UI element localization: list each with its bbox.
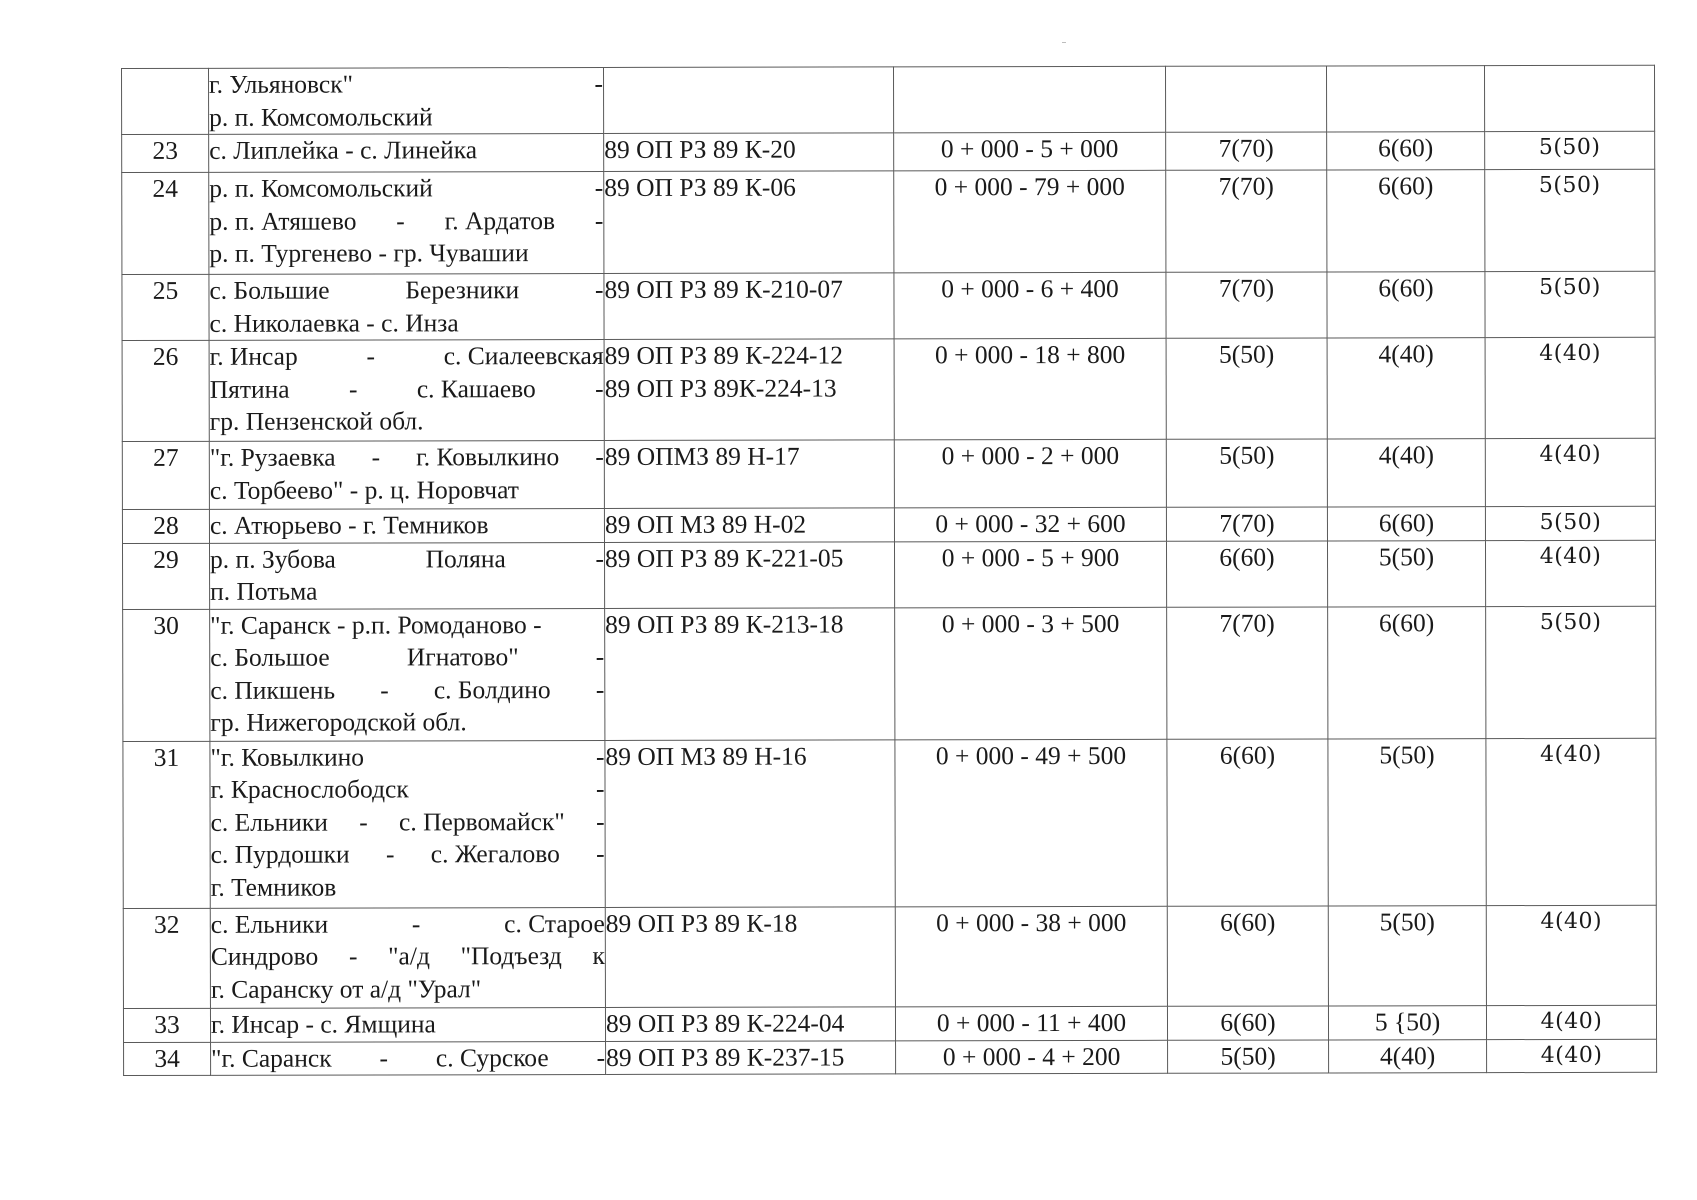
value-v2: 4(40) [1329,1039,1487,1073]
km-range: 0 + 000 - 5 + 900 [894,541,1166,608]
road-name-line [211,972,605,1005]
road-id-line: 89 ОП РЗ 89 К-224-12 [604,340,843,370]
road-name-line [210,405,604,438]
road-name-segment: р. п. Комсомольский [209,101,433,132]
road-id [604,440,894,509]
road-name-segment: - [595,674,605,704]
road-id [604,508,894,542]
road-name-segment: - [380,674,389,704]
road-id-line: 89 ОП МЗ 89 Н-16 [605,741,807,771]
road-name-segment: с. Большое [210,642,330,672]
value-v1: 5(50) [1168,1039,1329,1073]
road-name [209,339,604,441]
value-v1: 6(60) [1166,540,1327,606]
scan-artifact [1062,42,1066,43]
road-name-segment: с. Большие [209,275,330,305]
road-name-segment: - [596,1042,606,1072]
road-name-segment: - [595,543,605,573]
road-name-segment: Пятина [209,374,290,404]
road-name [209,440,604,509]
road-name-segment: с. Ельники [210,909,329,939]
km-range: 0 + 000 - 79 + 000 [894,170,1166,273]
road-name-segment: Поляна [425,543,506,573]
road-name [209,133,604,172]
value-v2 [1326,66,1484,132]
road-name-segment: г. Краснослободск [210,774,409,804]
table-row [123,606,1656,741]
value-v3: 4(40) [1485,540,1655,606]
road-name-line [211,940,605,973]
km-range: 0 + 000 - 38 + 000 [895,906,1167,1007]
value-v1: 6(60) [1167,1005,1328,1039]
road-name-segment: р. п. Тургенево - гр. Чувашии [209,238,529,268]
road-name [209,171,604,274]
value-v1: 7(70) [1167,606,1328,738]
road-name-segment: с. Николаевка - с. Инза [209,307,459,338]
road-name-segment: - [348,374,358,404]
value-v1: 5(50) [1166,439,1327,507]
road-name-segment: г. Ульяновск" [209,69,354,99]
road-id-line: 89 ОП МЗ 89 Н-02 [604,509,807,539]
value-v1: 5(50) [1166,338,1327,439]
road-name-segment: - [595,741,605,771]
value-v2: 4(40) [1327,439,1485,507]
road-name-segment: п. Потьма [210,576,318,606]
road-name-line [211,870,605,903]
road-id [606,1040,896,1074]
km-range: 0 + 000 - 6 + 400 [894,272,1166,339]
row-number: 28 [122,509,209,543]
road-name-line [210,673,604,706]
table-row [124,1039,1657,1076]
km-range: 0 + 000 - 49 + 500 [895,739,1167,907]
value-v1: 7(70) [1166,272,1327,338]
road-name-segment: г. Ардатов [444,205,556,235]
value-v3: 5(50) [1485,169,1655,271]
road-name-segment: "г. Рузаевка [209,442,336,472]
road-id-line: 89 ОП РЗ 89 К-213-18 [605,608,844,639]
road-name-segment: - [596,838,605,869]
road-name-segment: г. Инсар - с. Ямщина [210,1008,436,1039]
km-range: 0 + 000 - 3 + 500 [895,607,1167,740]
road-name-line [209,172,603,205]
road-name-segment: - [348,941,358,971]
road-id [604,273,894,340]
road-name-segment: с. Жегалово [430,839,560,869]
road-name-line [210,473,604,506]
road-name-segment: - [596,806,605,836]
road-name-segment: с. Сурское [435,1042,549,1072]
road-name-segment: с. Кашаево [416,373,536,403]
value-v2: 6(60) [1327,170,1485,272]
table-row [123,1005,1656,1042]
row-number: 27 [122,441,209,509]
road-name-line [209,100,603,133]
road-name-segment: с. Липлейка - с. Линейка [209,135,478,165]
road-name [209,508,604,542]
row-number: 30 [123,609,210,741]
road-name-line [210,441,604,474]
km-range: 0 + 000 - 2 + 000 [894,439,1166,508]
road-id [605,739,895,907]
road-name-line [210,608,604,641]
road-id-line: 89 ОП РЗ 89К-224-13 [604,373,837,403]
road-id [604,133,894,172]
road-name-segment: - [595,373,604,403]
road-name-segment: "г. Ковылкино [210,741,365,772]
value-v3: 4(40) [1486,1005,1656,1039]
row-number: 26 [122,340,209,441]
road-name-line [210,706,604,739]
value-v1: 7(70) [1166,132,1327,170]
km-range: 0 + 000 - 32 + 600 [894,507,1166,541]
value-v3: 4(40) [1486,905,1656,1005]
road-name-segment: - [379,1042,389,1072]
road-name-segment: - [594,172,604,203]
road-id-line: 89 ОП РЗ 89 К-06 [604,172,796,202]
row-number: 24 [122,172,209,274]
road-name-segment: - [595,641,605,672]
road-id-line: 89 ОП РЗ 89 К-20 [604,134,796,164]
value-v3: 5(50) [1485,506,1655,540]
road-name-segment: с. Атюрьево - г. Темников [209,510,489,540]
road-name-segment: - [595,773,605,804]
road-name-line [211,805,605,838]
value-v3: 4(40) [1485,337,1655,438]
road-id [605,607,895,740]
row-number [122,68,209,134]
row-number: 33 [123,1008,210,1042]
road-name-line [211,907,605,940]
road-name-segment: гр. Пензенской обл. [209,406,424,436]
value-v2: 6(60) [1328,606,1486,738]
road-name-line [210,740,604,773]
road-name-segment: с. Ельники [210,807,328,837]
km-range [893,66,1165,133]
road-name-line [210,773,604,806]
value-v3: 4(40) [1485,438,1655,506]
road-name-line [210,372,604,405]
road-name-segment: Игнатово" [406,642,519,672]
road-name-segment: гр. Нижегородской обл. [210,707,467,737]
road-name-line [210,509,604,542]
road-name-segment: - [594,68,604,99]
road-name-segment: к [592,940,605,971]
road-name-segment: г. Саранску от а/д "Урал" [210,973,482,1004]
row-number: 34 [124,1042,211,1076]
km-range: 0 + 000 - 5 + 000 [894,132,1166,171]
road-name-line [211,1007,605,1040]
road-id [605,1006,895,1041]
road-name-segment: "г. Саранск - р.п. Ромоданово - [210,609,542,640]
road-name-line [210,575,604,608]
table-row [122,131,1655,172]
road-name-segment: Березники [405,275,520,305]
road-name-segment: р. п. Зубова [209,544,336,574]
road-id [605,906,895,1007]
value-v3: 4(40) [1487,1039,1657,1073]
value-v3: 4(40) [1486,738,1656,905]
road-name [210,608,605,741]
road-id-line: 89 ОП РЗ 89 К-221-05 [604,542,844,573]
table-row [123,738,1656,908]
road-id-line: 89 ОП РЗ 89 К-224-04 [605,1007,845,1038]
road-name-segment: г. Темников [210,872,337,902]
road-name-segment: с. Первомайск" [399,806,565,836]
value-v3: 5(50) [1485,271,1655,337]
road-name-line [209,204,603,237]
road-name-segment: - [411,908,421,938]
road-name-line [210,641,604,674]
value-v2: 6(60) [1327,507,1485,541]
road-name [210,1007,605,1042]
road-name-segment: р. п. Комсомольский [209,173,433,203]
table-row [122,337,1655,441]
value-v1: 7(70) [1166,507,1327,541]
road-name-segment: - [595,441,604,472]
value-v2: 4(40) [1327,338,1485,439]
table-row [122,438,1655,509]
road-name-segment: р. п. Атяшево [209,206,357,236]
table-row [122,169,1655,274]
road-id-line: 89 ОП РЗ 89 К-210-07 [604,274,843,304]
road-name-segment: - [396,205,405,235]
road-name-segment: - [359,806,368,837]
road-name-segment: - [371,442,381,472]
km-range: 0 + 000 - 11 + 400 [895,1006,1167,1041]
value-v2: 6(60) [1327,272,1485,338]
table-row [122,506,1655,543]
value-v2: 6(60) [1327,132,1485,170]
value-v2: 5(50) [1327,540,1485,606]
roads-table [121,65,1657,1076]
value-v1 [1165,66,1326,132]
road-id [604,171,894,274]
value-v2: 5(50) [1328,905,1486,1005]
road-name-segment: "Подъезд [460,941,562,971]
value-v1: 7(70) [1166,170,1327,272]
road-name-line [209,274,603,307]
table-row [122,540,1655,609]
road-name-segment: - [594,274,604,305]
road-name-line [210,542,604,575]
row-number: 29 [122,543,209,609]
road-id [604,541,894,608]
road-id-line: 89 ОПМЗ 89 Н-17 [604,441,800,471]
road-name-segment: - [366,341,375,371]
road-name-line [209,68,603,101]
road-name [210,907,605,1008]
value-v1: 6(60) [1167,738,1328,905]
road-name-segment: г. Ковылкино [416,442,560,472]
road-id [604,339,894,441]
road-name-line [211,1041,605,1074]
road-name-segment: "г. Саранск [211,1043,332,1073]
row-number: 23 [122,134,209,172]
road-name [210,740,605,908]
road-name-line [209,237,603,270]
road-name-segment: "а/д [388,941,430,971]
road-name-segment: с. Сиалеевская [443,340,604,371]
road-name-segment: с. Пикшень [210,675,336,705]
road-name-segment: - [385,839,395,869]
road-name-segment: Синдрово [210,941,319,971]
km-range: 0 + 000 - 18 + 800 [894,338,1166,440]
table-row [122,271,1655,340]
value-v2: 5(50) [1328,738,1486,905]
road-id [604,67,894,134]
road-name-segment: г. Инсар [209,341,298,371]
row-number: 25 [122,274,209,340]
row-number: 31 [123,741,210,908]
road-name-line [210,340,604,373]
road-name-segment: с. Пурдошки [210,839,350,869]
value-v3: 5(50) [1486,606,1656,738]
table-row [122,65,1655,134]
road-name [211,1041,606,1075]
road-name-line [211,838,605,871]
value-v3: 5(50) [1485,131,1655,169]
roads-table-body [122,65,1657,1075]
road-id-line: 89 ОП РЗ 89 К-18 [605,908,798,938]
road-id-line: 89 ОП РЗ 89 К-237-15 [606,1041,845,1072]
value-v1: 6(60) [1167,905,1328,1005]
km-range: 0 + 000 - 4 + 200 [896,1040,1168,1074]
road-name-line [210,306,604,339]
road-name-line [209,134,603,167]
value-v2: 5 {50) [1328,1005,1486,1039]
road-name-segment: с. Старое [504,908,605,938]
row-number: 32 [123,908,210,1008]
road-name [209,273,604,340]
road-name [209,67,604,134]
road-name-segment: с. Торбеево" - р. ц. Норовчат [209,474,519,505]
road-name-segment: с. Болдино [433,674,551,704]
value-v3 [1484,65,1654,131]
road-name-segment: - [594,205,604,235]
road-name [209,542,604,609]
table-row [123,905,1656,1008]
